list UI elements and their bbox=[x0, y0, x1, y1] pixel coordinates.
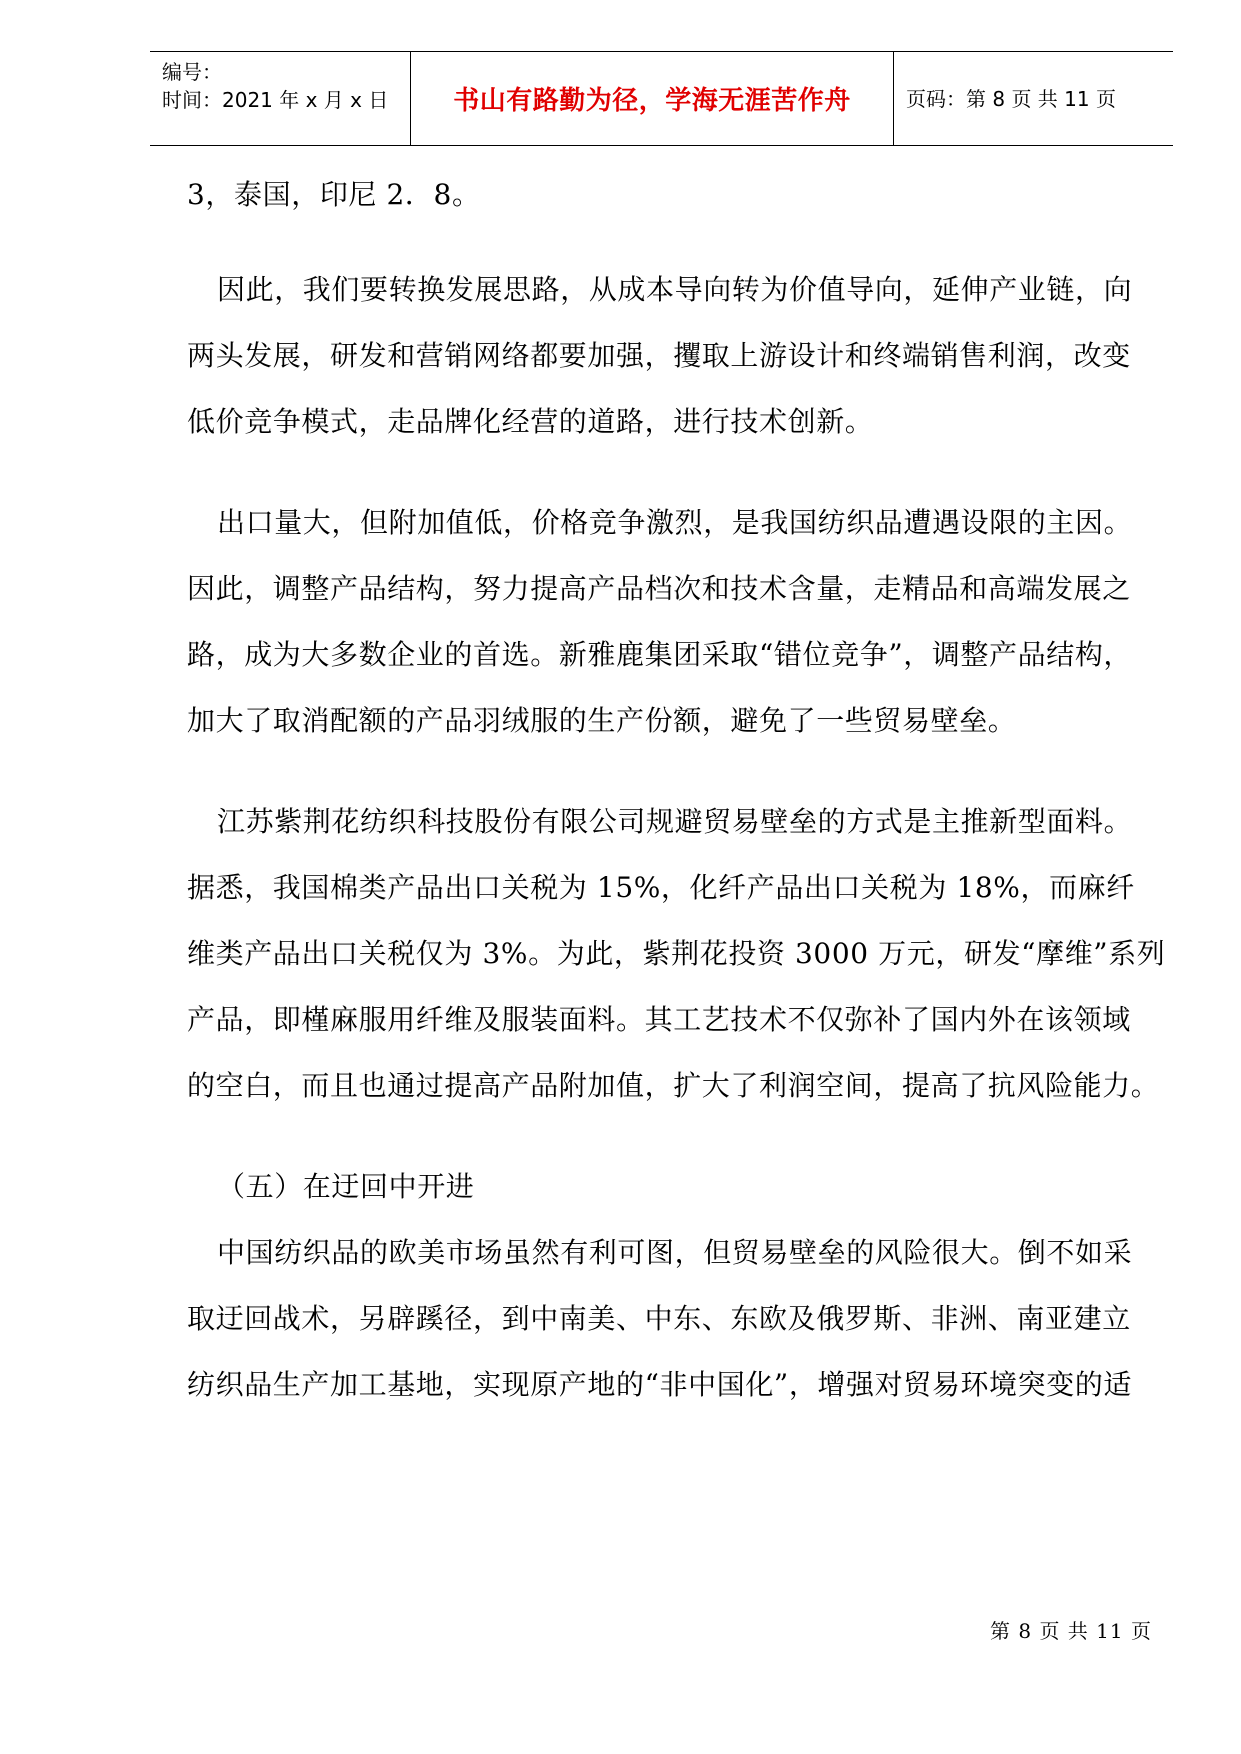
header-left-cell bbox=[150, 52, 410, 145]
text-line: 低价竞争模式，走品牌化经营的道路，进行技术创新。 bbox=[187, 405, 874, 438]
paragraph bbox=[187, 270, 1147, 468]
text-line: 两头发展，研发和营销网络都要加强，攫取上游设计和终端销售利润，改变 bbox=[187, 339, 1131, 372]
header-page-info: 页码：第 8 页 共 11 页 bbox=[906, 86, 1116, 111]
text-line: 纺织品生产加工基地，实现原产地的“非中国化”，增强对贸易环境突变的适 bbox=[187, 1368, 1133, 1401]
text-line: 因此，我们要转换发展思路，从成本导向转为价值导向，延伸产业链，向 bbox=[217, 273, 1133, 306]
text-line: 中国纺织品的欧美市场虽然有利可图，但贸易壁垒的风险很大。倒不如采 bbox=[217, 1236, 1133, 1269]
paragraph bbox=[187, 802, 1166, 1132]
document-header bbox=[150, 51, 1173, 146]
text-line: 因此，调整产品结构，努力提高产品档次和技术含量，走精品和高端发展之 bbox=[187, 572, 1131, 605]
text-line: 3，泰国，印尼 2．8。 bbox=[187, 178, 481, 211]
text-line: 的空白，而且也通过提高产品附加值，扩大了利润空间，提高了抗风险能力。 bbox=[187, 1069, 1160, 1102]
page-footer: 第 8 页 共 11 页 bbox=[990, 1619, 1152, 1643]
text-line: 取迂回战术，另辟蹊径，到中南美、中东、东欧及俄罗斯、非洲、南亚建立 bbox=[187, 1302, 1131, 1335]
text-line: 维类产品出口关税仅为 3%。为此，紫荆花投资 3000 万元，研发“摩维”系列 bbox=[187, 937, 1166, 970]
text-line: 路，成为大多数企业的首选。新雅鹿集团采取“错位竞争”，调整产品结构， bbox=[187, 638, 1133, 671]
document-body bbox=[187, 175, 1166, 1431]
header-motto: 书山有路勤为径，学海无涯苦作舟 bbox=[453, 86, 851, 116]
text-line: 产品，即槿麻服用纤维及服装面料。其工艺技术不仅弥补了国内外在该领域 bbox=[187, 1003, 1131, 1036]
document-time-label: 时间：2021 年 x 月 x 日 bbox=[162, 88, 389, 112]
text-line: 据悉，我国棉类产品出口关税为 15%，化纤产品出口关税为 18%，而麻纤 bbox=[187, 871, 1135, 904]
text-line: 出口量大，但附加值低，价格竞争激烈，是我国纺织品遭遇设限的主因。 bbox=[217, 506, 1133, 539]
section-heading-text: （五）在迂回中开进 bbox=[217, 1170, 475, 1203]
paragraph-continuation bbox=[187, 175, 1147, 215]
paragraph bbox=[187, 503, 1147, 767]
paragraph bbox=[187, 1233, 1147, 1431]
document-number-label: 编号： bbox=[162, 60, 222, 84]
text-line: 加大了取消配额的产品羽绒服的生产份额，避免了一些贸易壁垒。 bbox=[187, 704, 1017, 737]
text-line: 江苏紫荆花纺织科技股份有限公司规避贸易壁垒的方式是主推新型面料。 bbox=[217, 805, 1133, 838]
header-motto-cell bbox=[410, 52, 894, 145]
header-page-cell bbox=[894, 52, 1173, 145]
section-heading bbox=[187, 1167, 1147, 1233]
